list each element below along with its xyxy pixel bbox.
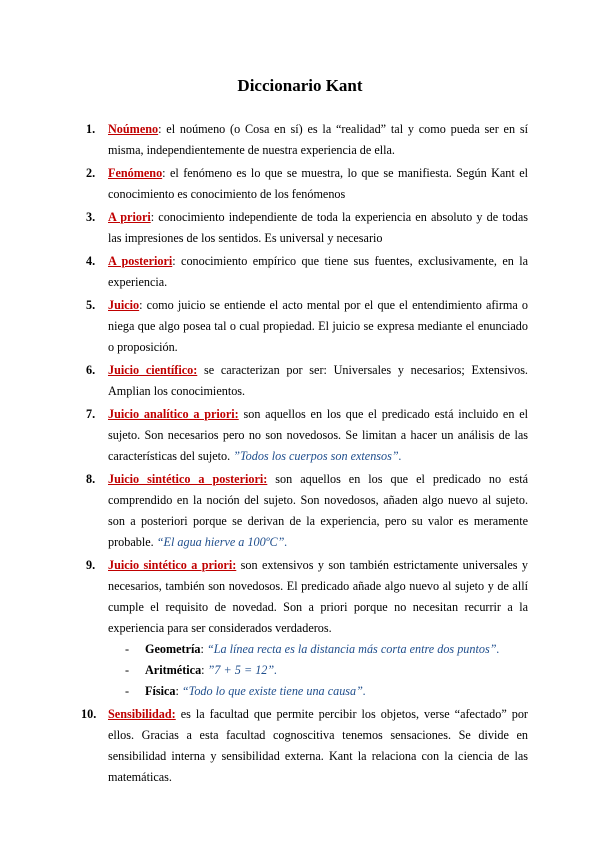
list-item-a-priori: 3. A priori: conocimiento independiente de toda la experiencia en absoluto y de todas las impresiones de los sentidos. Es universal y necesario: [108, 207, 528, 249]
list-item-fenomeno: 2. Fenómeno: el fenómeno es lo que se muestra, lo que se manifiesta. Según Kant el conocimiento es conocimiento de los fenómenos: [108, 163, 528, 205]
term: Juicio: [108, 298, 140, 312]
list-item-juicio-cientifico: [86, 360, 528, 402]
dash-bullet: -: [125, 663, 130, 677]
item-number: 5.: [86, 298, 96, 312]
item-number: 7.: [86, 407, 96, 421]
definition-list: [81, 119, 529, 790]
definition-text: como juicio se entiende el acto mental por el que el entendimiento afirma o niega que algo posea tal o cual propiedad. El juicio se expresa mediante el enunciado o proposición.: [108, 298, 528, 354]
item-number: 3.: [86, 210, 96, 224]
list-item-juicio: 5. Juicio: como juicio se entiende el acto mental por el que el entendimiento afirma o niega que algo posea tal o cual propiedad. El juicio se expresa mediante el enunciado o proposición.: [108, 295, 528, 358]
example-quote: ”Todos los cuerpos son extensos”.: [233, 449, 402, 463]
list-item-noumeno: 1. Noúmeno: el noúmeno (o Cosa en sí) es la “realidad” tal y como pueda ser en sí misma, independientemente de nuestra experiencia de ella.: [108, 119, 528, 161]
item-number: 2.: [86, 166, 96, 180]
definition-text: son extensivos y son también estrictamente universales y necesarios, también son novedosos. El predicado añade algo nuevo al sujeto y de allí cumple el requisito de novedad. Son a priori porque no necesitan recurrir a la experiencia para ser considerados verdaderos.: [108, 558, 528, 635]
list-item-sensibilidad: [81, 704, 528, 788]
term: Juicio sintético a priori:: [108, 558, 237, 572]
sub-term: Física: [145, 684, 176, 698]
definition-text: conocimiento independiente de toda la experiencia en absoluto y de todas las impresiones de los sentidos. Es universal y necesario: [108, 210, 529, 245]
example-quote: “Todo lo que existe tiene una causa”.: [181, 684, 366, 698]
example-quote: “El agua hierve a 100ºC”.: [156, 535, 288, 549]
list-item-juicio-sintetico-a-priori: [86, 555, 528, 702]
sub-term: Aritmética: [145, 663, 202, 677]
term: Noúmeno: [108, 122, 159, 136]
page-title: Diccionario Kant: [237, 76, 363, 95]
list-item-juicio-sintetico-a-posteriori: [86, 469, 528, 553]
definition-text: se caracterizan por ser: Universales y necesarios; Extensivos. Amplian los conocimientos.: [108, 363, 528, 398]
term: Juicio analítico a priori:: [108, 407, 239, 421]
item-number: 1.: [86, 122, 96, 136]
item-number: 8.: [86, 472, 96, 486]
sub-item-geometria: - Geometría: “La línea recta es la distancia más corta entre dos puntos”.: [145, 639, 528, 660]
item-number: 6.: [86, 363, 96, 377]
term: Juicio científico:: [108, 363, 198, 377]
term: Juicio sintético a posteriori:: [108, 472, 268, 486]
item-number: 4.: [86, 254, 96, 268]
list-item-a-posteriori: 4. A posteriori: conocimiento empírico que tiene sus fuentes, exclusivamente, en la experiencia.: [108, 251, 528, 293]
definition-text: son aquellos en los que el predicado está incluido en el sujeto. Son necesarios pero no son novedosos. Se limitan a hacer un análisis de las características del sujeto.: [108, 407, 528, 463]
definition-text: el noúmeno (o Cosa en sí) es la “realidad” tal y como pueda ser en sí misma, independientemente de nuestra experiencia de ella.: [108, 122, 528, 157]
sub-list: [108, 639, 528, 702]
definition-text: es la facultad que permite percibir los objetos, verse “afectado” por ellos. Gracias a esta facultad cognoscitiva tenemos sensaciones. Se divide en sensibilidad interna y sensibilidad externa. Kant la relaciona con la ciencia de las matemáticas.: [108, 707, 528, 784]
dash-bullet: -: [125, 684, 130, 698]
example-quote: ”7 + 5 = 12”.: [207, 663, 278, 677]
term: A priori: [108, 210, 151, 224]
definition-text: son aquellos en los que el predicado no está comprendido en la noción del sujeto. Son novedosos, añaden algo nuevo al sujeto. son a posteriori porque se derivan de la experiencia, pero su valor es meramente probable.: [108, 472, 528, 549]
term: Fenómeno: [108, 166, 163, 180]
dash-bullet: -: [125, 642, 130, 656]
term: A posteriori: [108, 254, 173, 268]
example-quote: “La línea recta es la distancia más corta entre dos puntos”.: [206, 642, 500, 656]
definition-text: el fenómeno es lo que se muestra, lo que se manifiesta. Según Kant el conocimiento es conocimiento de los fenómenos: [108, 166, 528, 201]
sub-item-aritmetica: - Aritmética: ”7 + 5 = 12”.: [145, 660, 528, 681]
item-number: 9.: [86, 558, 96, 572]
list-item-juicio-analitico-a-priori: [86, 404, 528, 467]
sub-item-fisica: - Física: “Todo lo que existe tiene una causa”.: [145, 681, 528, 702]
term: Sensibilidad:: [108, 707, 176, 721]
sub-term: Geometría: [145, 642, 201, 656]
definition-text: conocimiento empírico que tiene sus fuentes, exclusivamente, en la experiencia.: [108, 254, 528, 289]
item-number: 10.: [81, 707, 97, 721]
